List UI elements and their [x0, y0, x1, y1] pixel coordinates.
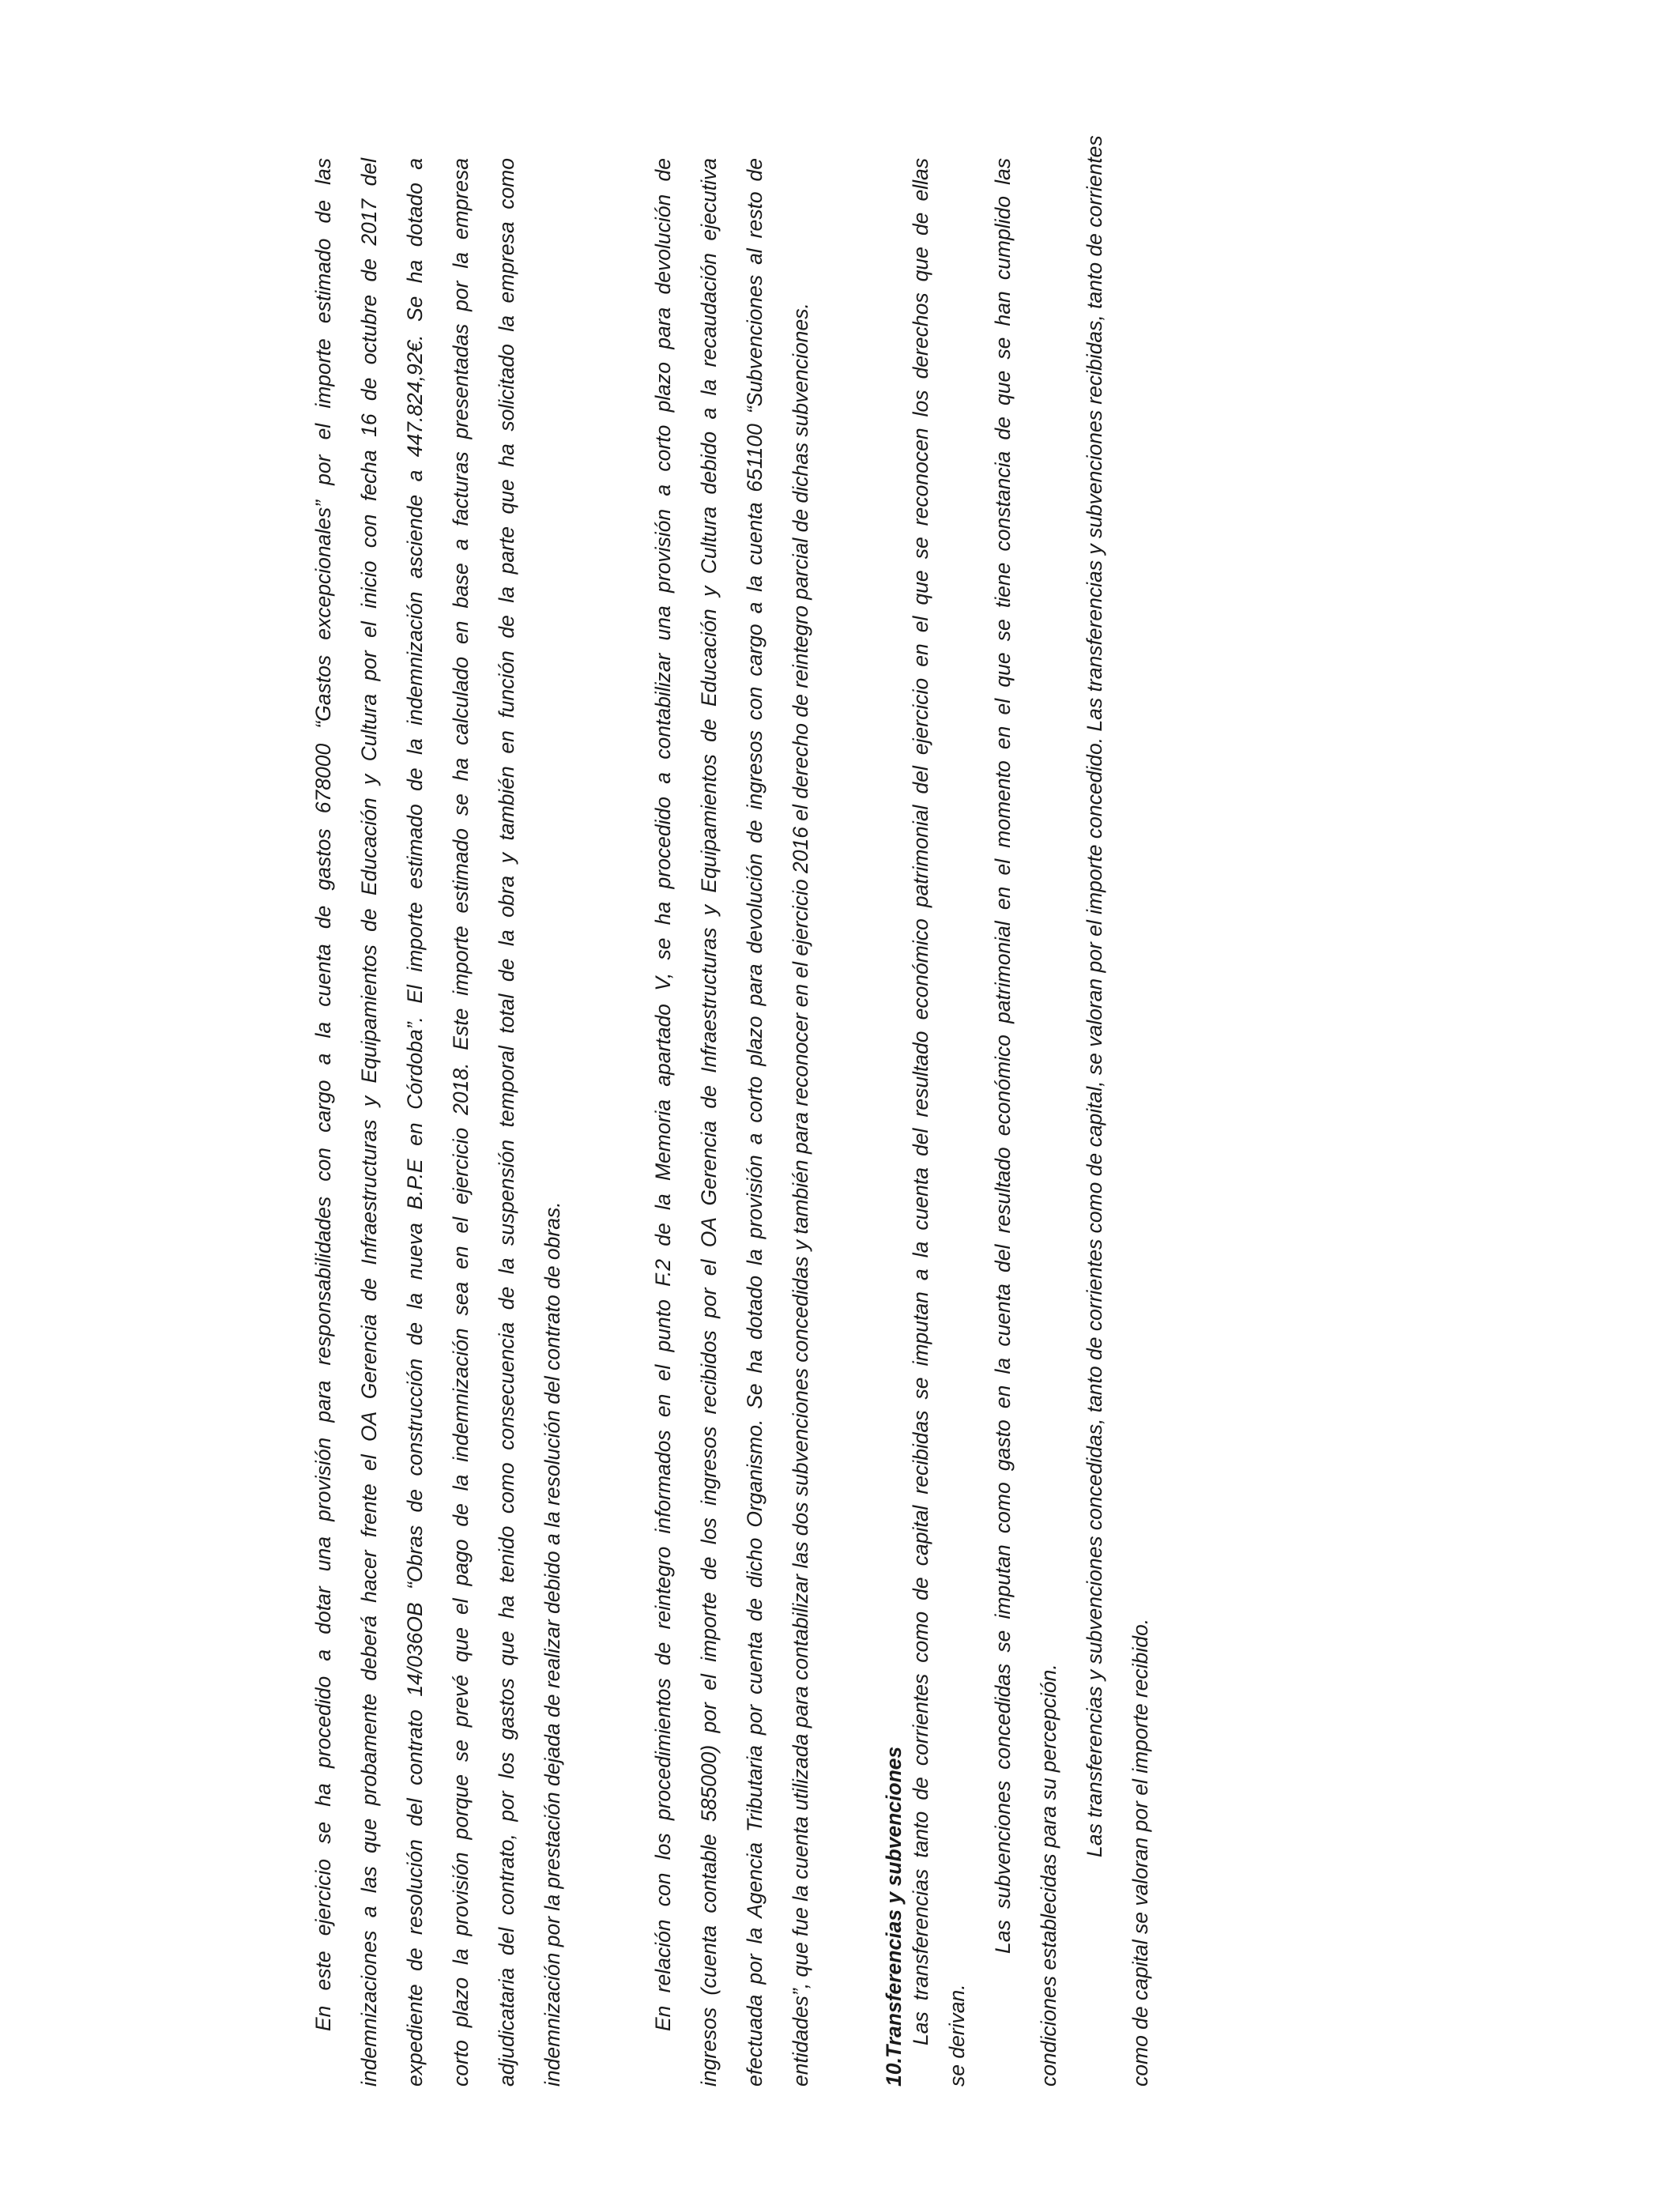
- paragraph-provision-responsabilidades: [300, 158, 575, 2087]
- paragraph-line: ingresos (cuenta contable 585000) por el importe de los ingresos recibidos por el OA Gerencia de Infraestructuras y Equipamientos de Educación y Cultura debido a la recaudación ejecutiva: [697, 158, 721, 2087]
- paragraph-line: expediente de resolución del contrato 14/036OB “Obras de construcción de la nueva B.P.E en Córdoba”. El importe estimado de la indemnización asciende a 447.824,92€. Se ha dotado a: [403, 158, 427, 2087]
- section-heading: [880, 158, 907, 2087]
- paragraph-line: efectuada por la Agencia Tributaria por cuenta de dicho Organismo. Se ha dotado la provisión a corto plazo para devolución de ingresos con cargo a la cuenta 651100 “Subvenciones al resto de: [743, 158, 767, 2087]
- paragraph-line: En este ejercicio se ha procedido a dotar una provisión para responsabilidades con cargo a la cuenta de gastos 678000 “Gastos excepcionales” por el importe estimado de las: [311, 158, 335, 2031]
- paragraph-line: Las transferencias tanto de corrientes como de capital recibidas se imputan a la cuenta del resultado económico patrimonial del ejercicio en el que se reconocen los derechos que de ellas: [909, 158, 932, 2045]
- section-transferencias-subvenciones: [880, 135, 1163, 2087]
- paragraph-transferencias-recibidas: [907, 158, 980, 2087]
- paragraph-line: Las subvenciones concedidas se imputan como gasto en la cuenta del resultado económico patrimonial en el momento en el que se tiene constancia de que se han cumplido las: [991, 158, 1015, 1954]
- paragraph-line: condiciones establecidas para su percepción.: [1037, 1664, 1060, 2087]
- paragraph-line: como de capital se valoran por el importe recibido.: [1128, 1618, 1152, 2087]
- paragraph-procedimientos-reintegro: [640, 158, 823, 2087]
- section-number: 10.: [882, 2057, 906, 2087]
- paragraph-line: se derivan.: [945, 1984, 969, 2087]
- paragraph-valoracion-transferencias: [1072, 135, 1163, 2087]
- paragraph-line: Las transferencias y subvenciones concedidas, tanto de corrientes como de capital, se valoran por el importe concedido. Las transferencias y subvenciones recibidas, tanto de corrientes: [1083, 135, 1106, 1857]
- paragraph-line: indemnización por la prestación dejada de realizar debido a la resolución del contrato de obras.: [541, 1201, 564, 2087]
- paragraph-line: entidades”, que fue la cuenta utilizada para contabilizar las dos subvenciones concedidas y también para reconocer en el ejercicio 2016 el derecho de reintegro parcial de dichas subvenciones.: [789, 303, 812, 2087]
- paragraph-line: indemnizaciones a las que probamente deberá hacer frente el OA Gerencia de Infraestructuras y Equipamientos de Educación y Cultura por el inicio con fecha 16 de octubre de 2017 del: [357, 158, 381, 2087]
- paragraph-subvenciones-concedidas: [980, 158, 1072, 2087]
- paragraph-line: adjudicataria del contrato, por los gastos que ha tenido como consecuencia de la suspensión temporal total de la obra y también en función de la parte que ha solicitado la empresa como: [495, 158, 518, 2087]
- paragraph-line: En relación con los procedimientos de reintegro informados en el punto F.2 de la Memoria apartado V, se ha procedido a contabilizar una provisión a corto plazo para devolución de: [651, 158, 675, 2031]
- section-title: Transferencias y subvenciones: [882, 1746, 906, 2058]
- rotated-document-page: [300, 135, 1233, 2087]
- paragraph-line: corto plazo la provisión porque se prevé que el pago de la indemnización sea en el ejercicio 2018. Este importe estimado se ha calculado en base a facturas presentadas por la empresa: [449, 158, 473, 2087]
